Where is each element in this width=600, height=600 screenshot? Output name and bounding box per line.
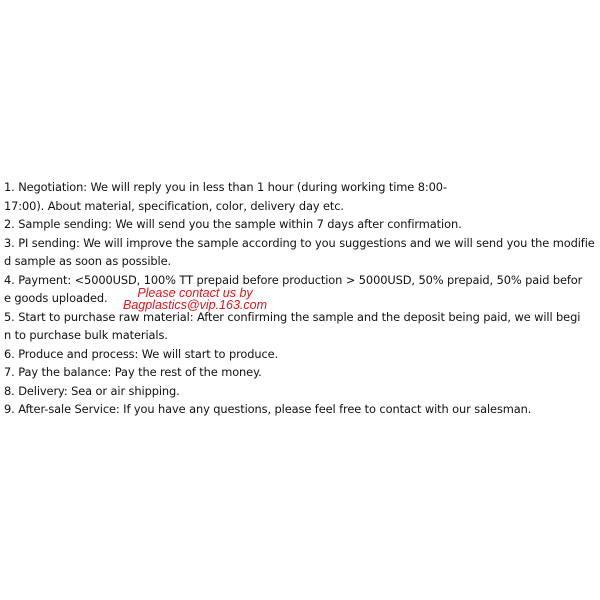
text-line-negotiation: 1. Negotiation: We will reply you in less than 1 hour (during working time 8:00-	[4, 180, 447, 194]
text-line-purchase-raw-material-cont: n to purchase bulk materials.	[4, 328, 168, 342]
text-line-pay-balance: 7. Pay the balance: Pay the rest of the money.	[4, 365, 262, 379]
document-body	[4, 178, 598, 419]
text-line-after-sale: 9. After-sale Service: If you have any questions, please feel free to contact with our salesman.	[4, 402, 532, 416]
text-line-negotiation-cont: 17:00). About material, specification, color, delivery day etc.	[4, 198, 344, 213]
text-line-pi-sending-cont: d sample as soon as possible.	[4, 254, 172, 268]
text-line-purchase-raw-material: 5. Start to purchase raw material: After confirming the sample and the deposit being paid, we will begi	[4, 309, 581, 324]
contact-watermark	[100, 287, 290, 311]
text-line-pi-sending: 3. PI sending: We will improve the sample according to you suggestions and we will send you the modifie	[4, 235, 595, 250]
text-line-payment: 4. Payment: <5000USD, 100% TT prepaid before production > 5000USD, 50% prepaid, 50% paid befor	[4, 272, 583, 287]
watermark-email: Bagplastics@vip.163.com	[122, 298, 267, 312]
text-line-produce-process: 6. Produce and process: We will start to produce.	[4, 346, 279, 361]
watermark-line-1: Please contact us by	[137, 286, 253, 300]
text-line-payment-cont: e goods uploaded.	[4, 291, 108, 305]
text-line-delivery: 8. Delivery: Sea or air shipping.	[4, 383, 180, 398]
text-line-sample-sending: 2. Sample sending: We will send you the sample within 7 days after confirmation.	[4, 217, 462, 231]
